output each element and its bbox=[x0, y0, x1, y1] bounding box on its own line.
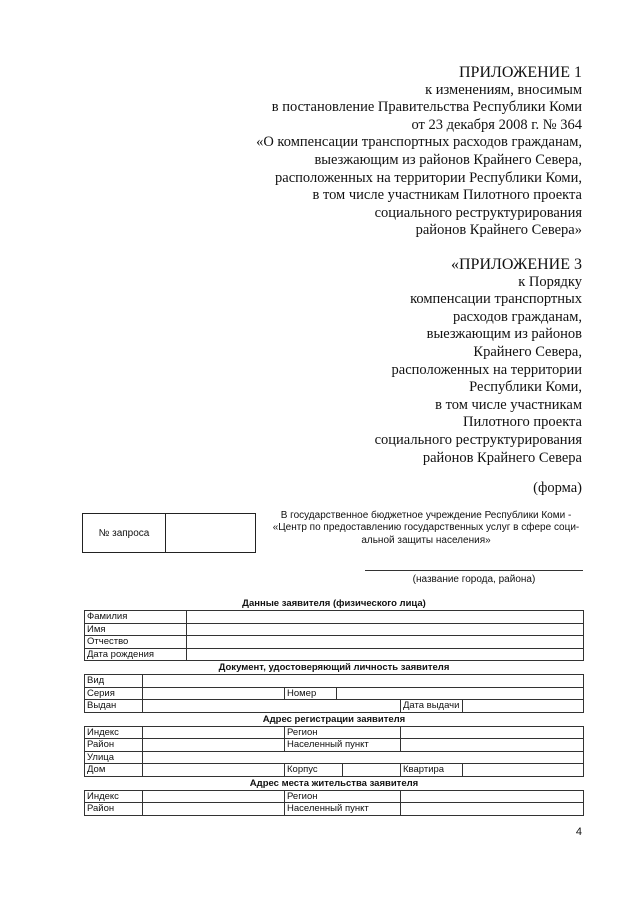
appendix-3-line: Крайнего Севера, bbox=[473, 343, 582, 360]
birth-date-field[interactable] bbox=[187, 648, 584, 661]
document-table bbox=[84, 674, 584, 713]
field-label: Индекс bbox=[85, 726, 143, 739]
document-issue-date-field[interactable] bbox=[463, 700, 584, 713]
table-row bbox=[85, 623, 584, 636]
table-row bbox=[85, 675, 584, 688]
institution-addressee bbox=[270, 510, 582, 547]
appendix-3-title: «ПРИЛОЖЕНИЕ 3 bbox=[450, 256, 582, 273]
section-title-registration: Адрес регистрации заявителя bbox=[262, 713, 406, 725]
section-title-residence: Адрес места жительства заявителя bbox=[249, 777, 419, 789]
table-row bbox=[85, 751, 584, 764]
field-label: Выдан bbox=[85, 700, 143, 713]
field-label: Район bbox=[85, 739, 143, 752]
appendix-1-line: районов Крайнего Севера» bbox=[415, 222, 582, 239]
appendix-3-line: в том числе участникам bbox=[435, 396, 582, 413]
appendix-3-line: Республики Коми, bbox=[469, 379, 582, 396]
res-region-field[interactable] bbox=[401, 790, 584, 803]
application-form bbox=[84, 597, 584, 816]
appendix-1-line: выезжающим из районов Крайнего Севера, bbox=[314, 151, 582, 168]
applicant-table bbox=[84, 610, 584, 661]
appendix-3-line: расположенных на территории bbox=[391, 361, 582, 378]
document-number-field[interactable] bbox=[337, 687, 584, 700]
table-row bbox=[85, 726, 584, 739]
field-label: Регион bbox=[285, 726, 401, 739]
field-label: Населенный пункт bbox=[285, 803, 401, 816]
appendix-1-line: «О компенсации транспортных расходов гражданам, bbox=[256, 134, 582, 151]
appendix-3-line: расходов гражданам, bbox=[452, 308, 582, 325]
appendix-1-line: к изменениям, вносимым bbox=[425, 81, 582, 98]
request-number-field[interactable] bbox=[166, 514, 255, 552]
reg-house-field[interactable] bbox=[143, 764, 285, 777]
city-name-caption: (название города, района) bbox=[412, 574, 536, 585]
appendix-1-line: в постановление Правительства Республики Коми bbox=[271, 99, 582, 116]
document-type-field[interactable] bbox=[143, 675, 584, 688]
section-title-document: Документ, удостоверяющий личность заявителя bbox=[218, 662, 450, 673]
reg-settlement-field[interactable] bbox=[401, 739, 584, 752]
appendix-1-line: расположенных на территории Республики Коми, bbox=[275, 169, 582, 186]
appendix-1-line: от 23 декабря 2008 г. № 364 bbox=[411, 116, 582, 133]
reg-apartment-field[interactable] bbox=[463, 764, 584, 777]
field-label: Дата выдачи bbox=[401, 700, 463, 713]
table-row bbox=[85, 700, 584, 713]
institution-line: «Центр по предоставлению государственных услуг в сфере соци- bbox=[272, 522, 580, 534]
field-label: Населенный пункт bbox=[285, 739, 401, 752]
field-label: Дата рождения bbox=[85, 648, 187, 661]
surname-field[interactable] bbox=[187, 611, 584, 624]
document-issued-by-field[interactable] bbox=[143, 700, 401, 713]
reg-index-field[interactable] bbox=[143, 726, 285, 739]
field-label: Имя bbox=[85, 623, 187, 636]
res-settlement-field[interactable] bbox=[401, 803, 584, 816]
table-row bbox=[85, 636, 584, 649]
res-district-field[interactable] bbox=[143, 803, 285, 816]
appendix-3-line: выезжающим из районов bbox=[426, 326, 582, 343]
first-name-field[interactable] bbox=[187, 623, 584, 636]
table-row bbox=[85, 764, 584, 777]
field-label: Район bbox=[85, 803, 143, 816]
field-label: Фамилия bbox=[85, 611, 187, 624]
appendix-1-line: в том числе участникам Пилотного проекта bbox=[312, 187, 582, 204]
table-row bbox=[85, 739, 584, 752]
page-number: 4 bbox=[575, 826, 582, 838]
field-label: Серия bbox=[85, 687, 143, 700]
residence-table bbox=[84, 790, 584, 816]
table-row bbox=[85, 648, 584, 661]
field-label: Номер bbox=[285, 687, 337, 700]
field-label: Вид bbox=[85, 675, 143, 688]
table-row bbox=[85, 611, 584, 624]
appendix-3-line: Пилотного проекта bbox=[462, 414, 582, 431]
appendix-3-line: компенсации транспортных bbox=[410, 291, 582, 308]
field-label: Дом bbox=[85, 764, 143, 777]
res-index-field[interactable] bbox=[143, 790, 285, 803]
appendix-1-header bbox=[256, 64, 582, 240]
institution-line: В государственное бюджетное учреждение Республики Коми - bbox=[280, 510, 572, 521]
appendix-3-line: социального реструктурирования bbox=[374, 431, 582, 448]
field-label: Квартира bbox=[401, 764, 463, 777]
reg-district-field[interactable] bbox=[143, 739, 285, 752]
field-label: Улица bbox=[85, 751, 143, 764]
patronymic-field[interactable] bbox=[187, 636, 584, 649]
field-label: Корпус bbox=[285, 764, 343, 777]
table-row bbox=[85, 687, 584, 700]
field-label: Индекс bbox=[85, 790, 143, 803]
field-label: Отчество bbox=[85, 636, 187, 649]
city-name-line[interactable] bbox=[365, 570, 583, 571]
registration-table bbox=[84, 726, 584, 777]
form-label: (форма) bbox=[533, 480, 582, 496]
reg-building-field[interactable] bbox=[343, 764, 401, 777]
request-number-box bbox=[82, 513, 256, 553]
appendix-3-line: к Порядку bbox=[518, 273, 582, 290]
document-series-field[interactable] bbox=[143, 687, 285, 700]
appendix-1-title: ПРИЛОЖЕНИЕ 1 bbox=[458, 64, 582, 81]
reg-region-field[interactable] bbox=[401, 726, 584, 739]
appendix-3-line: районов Крайнего Севера bbox=[422, 449, 582, 466]
table-row bbox=[85, 790, 584, 803]
field-label: Регион bbox=[285, 790, 401, 803]
request-number-label: № запроса bbox=[83, 514, 166, 552]
table-row bbox=[85, 803, 584, 816]
section-title-applicant: Данные заявителя (физического лица) bbox=[242, 598, 426, 609]
appendix-3-header bbox=[375, 256, 582, 467]
appendix-1-line: социального реструктурирования bbox=[374, 204, 582, 221]
institution-line: альной защиты населения» bbox=[361, 534, 491, 546]
reg-street-field[interactable] bbox=[143, 751, 584, 764]
